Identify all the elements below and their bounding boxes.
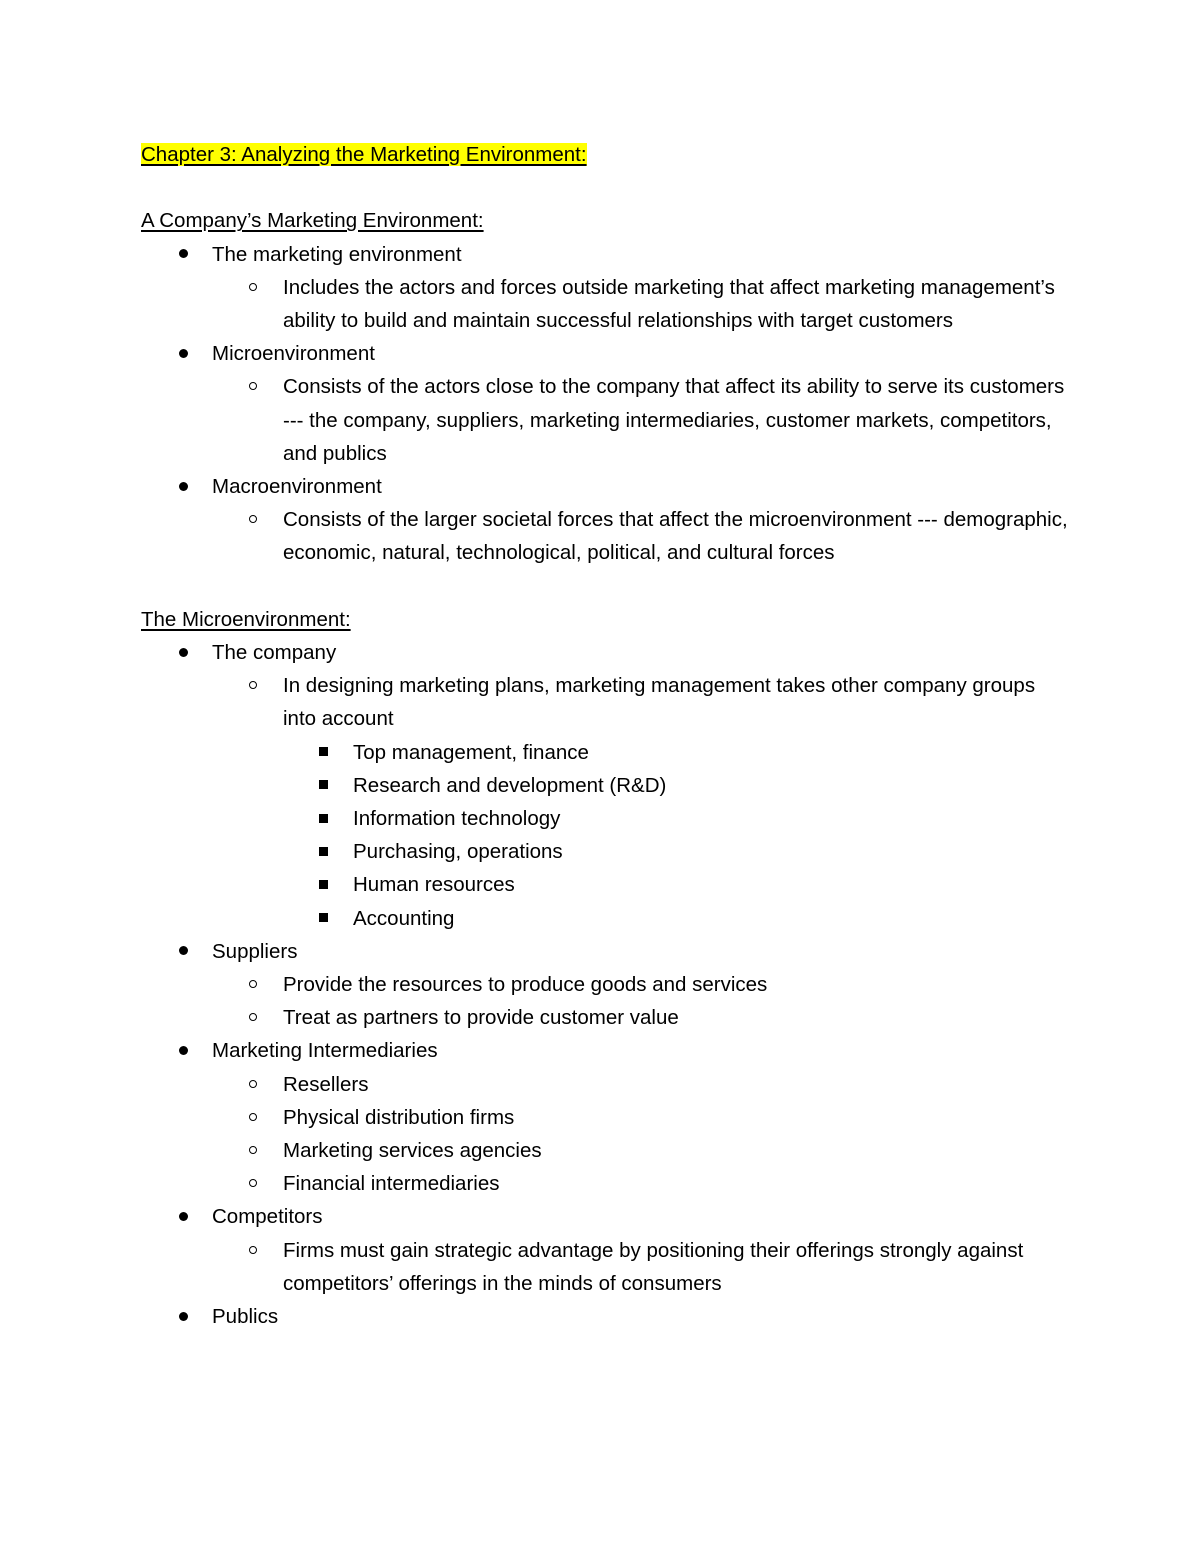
bullet-circle-icon [249, 1068, 257, 1101]
document-page [141, 138, 1071, 1333]
sub-bullet-item [141, 1001, 1071, 1034]
bullet-text: The company [212, 641, 337, 665]
bullet-dot-icon [179, 337, 188, 370]
bullet-square-icon [319, 902, 328, 935]
bullet-square-icon [319, 802, 328, 835]
title-line [141, 138, 1071, 171]
bullet-square-icon [319, 868, 328, 901]
bullet-item [141, 238, 1071, 271]
bullet-square-icon [319, 736, 328, 769]
bullet-item [141, 636, 1071, 669]
bullet-item [141, 1034, 1071, 1067]
sub-bullet-item [141, 1234, 1071, 1300]
bullet-text: Suppliers [212, 939, 298, 963]
bullet-circle-icon [249, 968, 257, 1001]
bullet-dot-icon [179, 1200, 188, 1233]
sub-sub-bullet-text: Research and development (R&D) [353, 773, 667, 797]
sub-bullet-text: Physical distribution firms [283, 1105, 515, 1129]
bullet-circle-icon [249, 503, 257, 536]
sub-sub-bullet-text: Human resources [353, 873, 515, 897]
blank-line [141, 570, 1071, 603]
sub-sub-bullet-item [141, 769, 1071, 802]
sub-bullet-item [141, 1134, 1071, 1167]
sub-bullet-item [141, 1068, 1071, 1101]
sub-bullet-item [141, 1101, 1071, 1134]
bullet-circle-icon [249, 1234, 257, 1267]
bullet-dot-icon [179, 1034, 188, 1067]
bullet-text: Microenvironment [212, 342, 375, 366]
sub-sub-bullet-item [141, 902, 1071, 935]
bullet-dot-icon [179, 238, 188, 271]
bullet-circle-icon [249, 1101, 257, 1134]
section-heading-marketing-environment: A Company’s Marketing Environment: [141, 209, 484, 233]
bullet-square-icon [319, 769, 328, 802]
sub-bullet-item [141, 1167, 1071, 1200]
bullet-square-icon [319, 835, 328, 868]
sub-bullet-text: Provide the resources to produce goods and services [283, 973, 768, 997]
sub-sub-bullet-text: Accounting [353, 906, 455, 930]
section-heading-microenvironment: The Microenvironment: [141, 607, 351, 631]
sub-bullet-item [141, 968, 1071, 1001]
sub-bullet-text: In designing marketing plans, marketing management takes other company groups into account [283, 674, 1036, 731]
bullet-item [141, 337, 1071, 370]
sub-bullet-item [141, 370, 1071, 470]
bullet-item [141, 1200, 1071, 1233]
sub-sub-bullet-item [141, 868, 1071, 901]
blank-line [141, 171, 1071, 204]
sub-bullet-text: Financial intermediaries [283, 1172, 500, 1196]
bullet-text: Marketing Intermediaries [212, 1039, 438, 1063]
sub-bullet-text: Consists of the actors close to the company that affect its ability to serve its customers --- the company, suppliers, marketing intermediaries, customer markets, competitors, and publics [283, 375, 1065, 465]
bullet-circle-icon [249, 271, 257, 304]
sub-sub-bullet-item [141, 736, 1071, 769]
sub-bullet-item [141, 271, 1071, 337]
bullet-dot-icon [179, 470, 188, 503]
bullet-circle-icon [249, 1001, 257, 1034]
bullet-circle-icon [249, 1167, 257, 1200]
sub-sub-bullet-text: Top management, finance [353, 740, 589, 764]
bullet-item [141, 470, 1071, 503]
sub-sub-bullet-item [141, 835, 1071, 868]
bullet-circle-icon [249, 370, 257, 403]
sub-bullet-text: Treat as partners to provide customer value [283, 1006, 679, 1030]
sub-bullet-text: Resellers [283, 1072, 369, 1096]
sub-bullet-item [141, 669, 1071, 735]
sub-bullet-text: Includes the actors and forces outside marketing that affect marketing management’s ability to build and maintain successful relationships with target customers [283, 275, 1055, 332]
bullet-text: The marketing environment [212, 242, 462, 266]
bullet-item [141, 1300, 1071, 1333]
bullet-circle-icon [249, 669, 257, 702]
chapter-title: Chapter 3: Analyzing the Marketing Environment: [141, 143, 587, 166]
bullet-text: Competitors [212, 1205, 323, 1229]
bullet-dot-icon [179, 636, 188, 669]
sub-bullet-text: Marketing services agencies [283, 1139, 542, 1163]
sub-bullet-item [141, 503, 1071, 569]
bullet-text: Macroenvironment [212, 475, 382, 499]
sub-sub-bullet-item [141, 802, 1071, 835]
bullet-item [141, 935, 1071, 968]
sub-bullet-text: Consists of the larger societal forces that affect the microenvironment --- demographic, economic, natural, technological, political, and cultural forces [283, 508, 1068, 565]
bullet-dot-icon [179, 1300, 188, 1333]
sub-bullet-text: Firms must gain strategic advantage by positioning their offerings strongly against competitors’ offerings in the minds of consumers [283, 1238, 1024, 1295]
bullet-text: Publics [212, 1305, 279, 1329]
bullet-circle-icon [249, 1134, 257, 1167]
bullet-dot-icon [179, 935, 188, 968]
sub-sub-bullet-text: Purchasing, operations [353, 840, 563, 864]
sub-sub-bullet-text: Information technology [353, 807, 561, 831]
